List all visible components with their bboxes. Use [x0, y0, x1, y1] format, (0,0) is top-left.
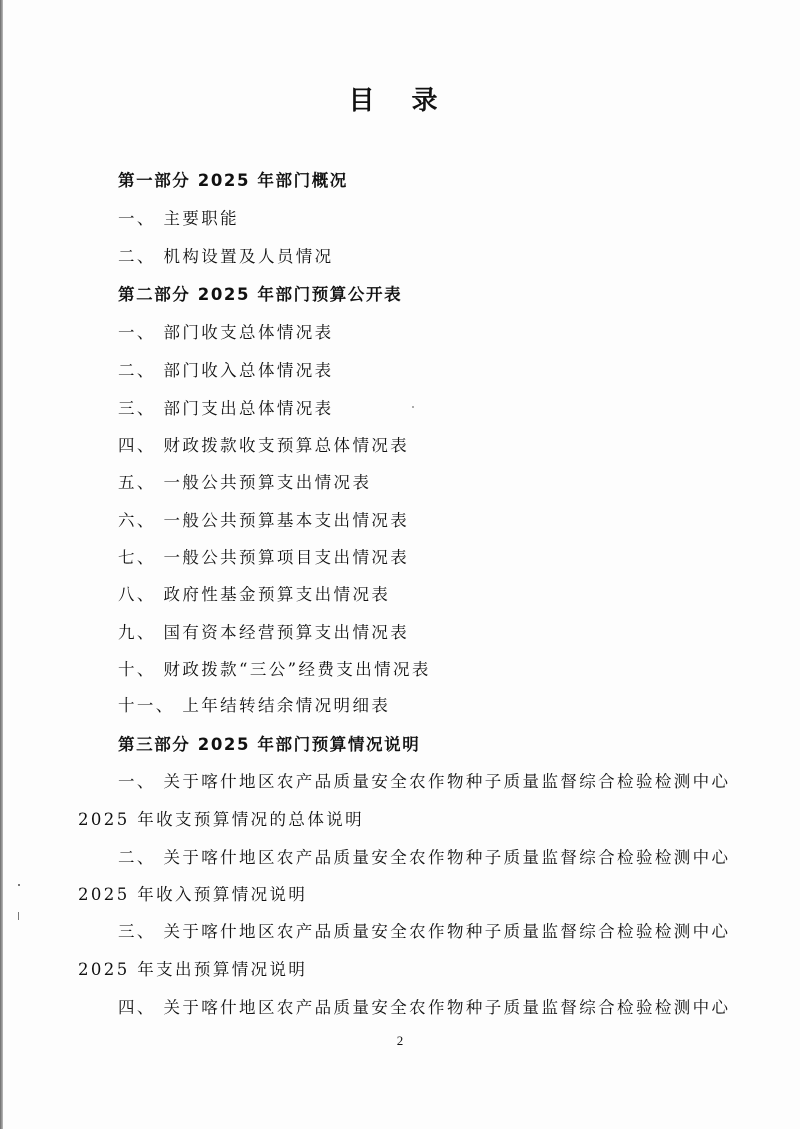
toc-item: 一、 部门收支总体情况表	[118, 323, 334, 342]
toc-item: 二、 关于喀什地区农产品质量安全农作物种子质量监督综合检验检测中心	[118, 848, 731, 867]
scan-edge	[0, 0, 3, 1129]
toc-item: 三、 关于喀什地区农产品质量安全农作物种子质量监督综合检验检测中心	[118, 922, 731, 941]
toc-item: 十、 财政拨款“三公”经费支出情况表	[118, 660, 431, 679]
toc-item: 五、 一般公共预算支出情况表	[118, 473, 372, 492]
toc-item: 六、 一般公共预算基本支出情况表	[118, 511, 410, 530]
toc-item: 三、 部门支出总体情况表	[118, 399, 334, 418]
toc-item: 七、 一般公共预算项目支出情况表	[118, 548, 410, 567]
toc-item: 一、 主要职能	[118, 209, 240, 228]
toc-heading-part-3: 第三部分 2025 年部门预算情况说明	[118, 735, 421, 754]
toc-heading-part-1: 第一部分 2025 年部门概况	[118, 171, 348, 190]
scan-speck	[18, 884, 20, 886]
toc-item-continuation: 2025 年收入预算情况说明	[78, 885, 308, 904]
toc-item-continuation: 2025 年收支预算情况的总体说明	[78, 810, 365, 829]
scan-speck	[18, 912, 19, 920]
toc-item-continuation: 2025 年支出预算情况说明	[78, 960, 308, 979]
toc-item: 二、 部门收入总体情况表	[118, 361, 334, 380]
toc-item: 八、 政府性基金预算支出情况表	[118, 585, 391, 604]
scan-speck	[412, 406, 414, 408]
toc-item: 四、 财政拨款收支预算总体情况表	[118, 436, 410, 455]
toc-item: 二、 机构设置及人员情况	[118, 247, 334, 266]
page-number: 2	[396, 1033, 404, 1048]
toc-item: 九、 国有资本经营预算支出情况表	[118, 623, 410, 642]
toc-item: 四、 关于喀什地区农产品质量安全农作物种子质量监督综合检验检测中心	[118, 998, 731, 1017]
toc-item: 十一、 上年结转结余情况明细表	[118, 696, 391, 715]
toc-item: 一、 关于喀什地区农产品质量安全农作物种子质量监督综合检验检测中心	[118, 772, 731, 791]
page-title: 目 录	[348, 86, 452, 116]
toc-heading-part-2: 第二部分 2025 年部门预算公开表	[118, 285, 403, 304]
